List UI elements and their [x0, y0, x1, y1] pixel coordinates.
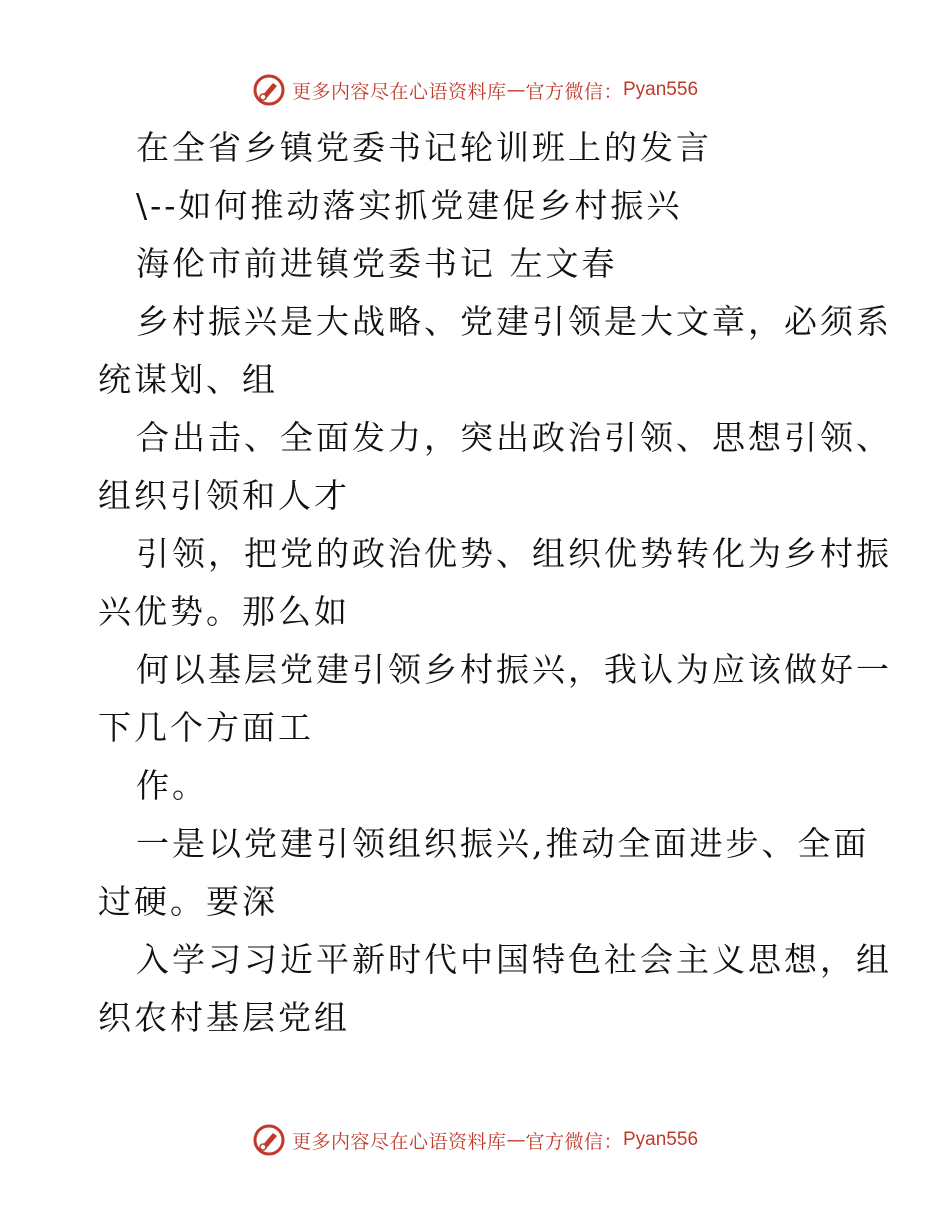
paragraph-line: 何以基层党建引领乡村振兴，我认为应该做好一: [136, 650, 892, 689]
header-banner: [0, 70, 950, 110]
banner-wechat-label: 官方微信：: [525, 80, 623, 103]
paragraph-line: 乡村振兴是大战略、党建引领是大文章，必须系: [136, 302, 892, 341]
paragraph-line: 一是以党建引领组织振兴,推动全面进步、全面: [136, 824, 870, 863]
brand-logo-icon: [252, 1123, 286, 1157]
document-subtitle: \--如何推动落实抓党建促乡村振兴: [136, 186, 683, 225]
banner-text: 更多内容尽在心语资料库: [291, 80, 507, 103]
document-title: 在全省乡镇党委书记轮训班上的发言: [136, 128, 712, 167]
banner-wechat-id: Pyan556: [623, 79, 699, 100]
footer-banner: [0, 1120, 950, 1160]
paragraph-line: 组织引领和人才: [98, 476, 350, 515]
paragraph-line: 引领，把党的政治优势、组织优势转化为乡村振: [136, 534, 892, 573]
banner-separator: —: [506, 79, 526, 101]
paragraph-line: 作。: [136, 766, 208, 805]
paragraph-line: 兴优势。那么如: [98, 592, 350, 631]
paragraph-line: 过硬。要深: [98, 882, 278, 921]
banner-separator: —: [506, 1129, 526, 1151]
banner-wechat-label: 官方微信：: [525, 1130, 623, 1153]
document-author: 海伦市前进镇党委书记 左文春: [136, 244, 618, 283]
paragraph-line: 织农村基层党组: [98, 998, 350, 1037]
paragraph-line: 入学习习近平新时代中国特色社会主义思想，组: [136, 940, 892, 979]
brand-logo-icon: [252, 73, 286, 107]
banner-wechat-id: Pyan556: [623, 1129, 699, 1150]
banner-text: 更多内容尽在心语资料库: [291, 1130, 507, 1153]
paragraph-line: 合出击、全面发力，突出政治引领、思想引领、: [136, 418, 892, 457]
paragraph-line: 统谋划、组: [98, 360, 278, 399]
paragraph-line: 下几个方面工: [98, 708, 314, 747]
